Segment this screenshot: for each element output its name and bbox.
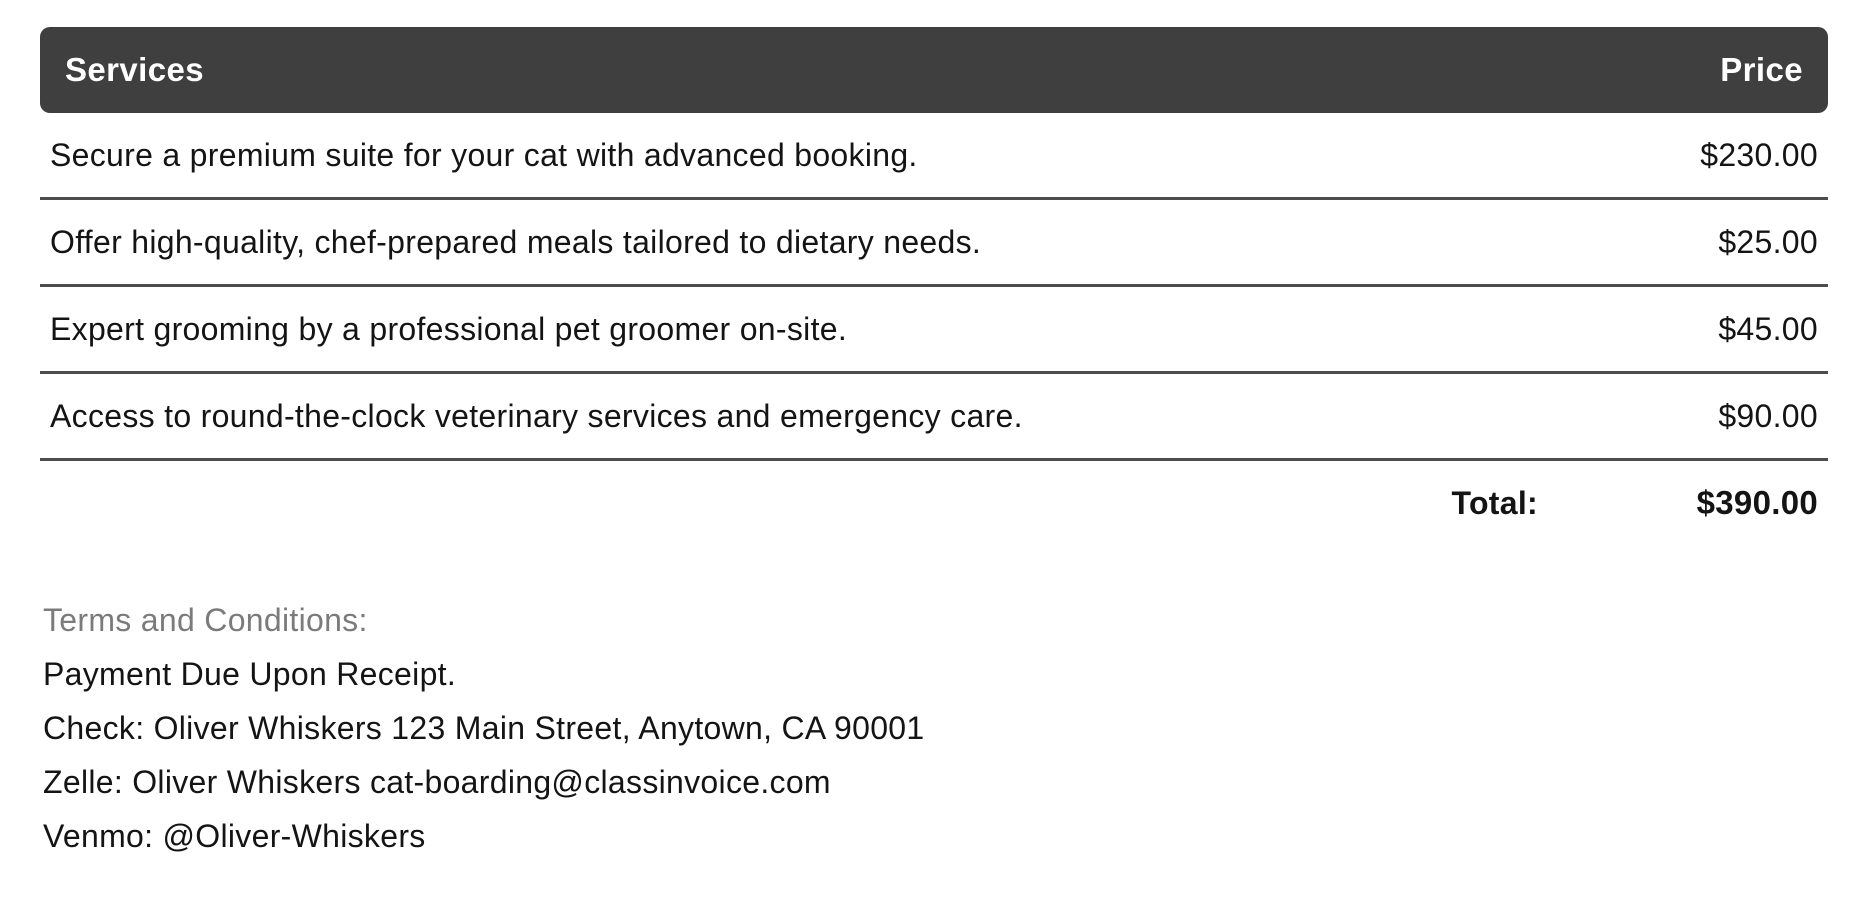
total-label: Total: (1451, 485, 1538, 521)
terms-line-check: Check: Oliver Whiskers 123 Main Street, Anytown, CA 90001 (43, 710, 925, 746)
table-row (40, 113, 1828, 199)
service-description: Secure a premium suite for your cat with advanced booking. (40, 113, 1548, 199)
service-price: $45.00 (1548, 286, 1828, 373)
table-row (40, 199, 1828, 286)
table-row (40, 373, 1828, 460)
terms-section (43, 593, 1828, 863)
total-value: $390.00 (1696, 484, 1818, 521)
service-price: $90.00 (1548, 373, 1828, 460)
services-table (40, 27, 1828, 545)
table-header-row (40, 27, 1828, 113)
total-row (40, 460, 1828, 546)
service-price: $25.00 (1548, 199, 1828, 286)
service-description: Offer high-quality, chef-prepared meals tailored to dietary needs. (40, 199, 1548, 286)
price-column-header: Price (1548, 27, 1828, 113)
service-price: $230.00 (1548, 113, 1828, 199)
invoice-document (40, 27, 1828, 863)
services-column-header: Services (40, 27, 1548, 113)
terms-line-payment: Payment Due Upon Receipt. (43, 656, 457, 692)
service-description: Expert grooming by a professional pet groomer on-site. (40, 286, 1548, 373)
terms-heading: Terms and Conditions: (43, 602, 368, 638)
table-row (40, 286, 1828, 373)
terms-line-venmo: Venmo: @Oliver-Whiskers (43, 818, 426, 854)
terms-line-zelle: Zelle: Oliver Whiskers cat-boarding@classinvoice.com (43, 764, 831, 800)
service-description: Access to round-the-clock veterinary services and emergency care. (40, 373, 1548, 460)
